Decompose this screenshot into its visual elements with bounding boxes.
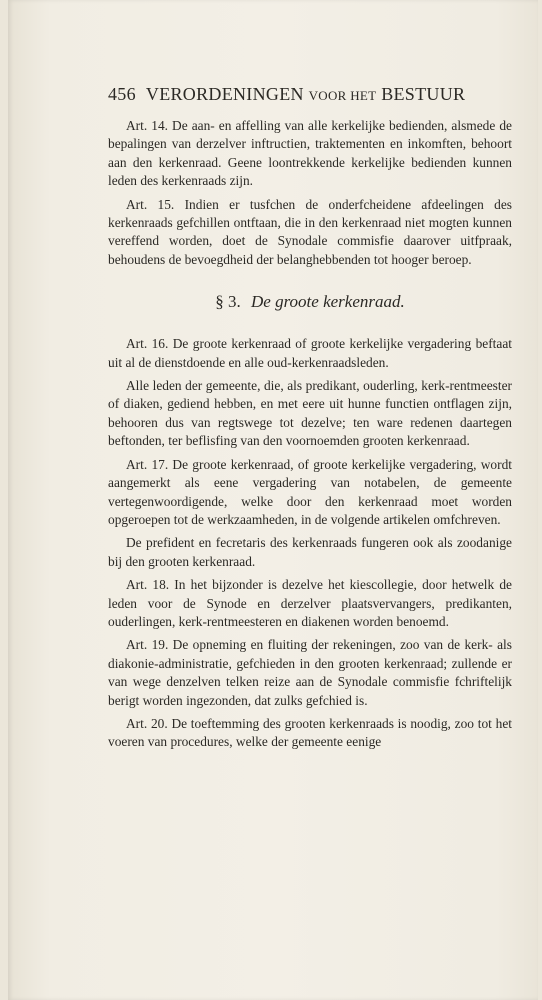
section-symbol: § 3.	[215, 292, 241, 312]
book-page	[8, 0, 538, 1000]
section-heading	[108, 293, 512, 313]
article-16-continued: Alle leden der gemeente, die, als predikant, ouderling, kerk-rentmeester of diaken, gediend hebben, en met eere uit hunne functien ontflagen zijn, behooren dus van regtswege tot dezelve; ten ware redenen daartegen beftonden, ter beflisfing van den voornoemden grooten kerkenraad.	[108, 378, 512, 449]
header-title-part2: VOOR HET	[308, 88, 377, 103]
section-title: De groote kerkenraad.	[251, 292, 405, 312]
article-17-continued: De prefident en fecretaris des kerkenraads fungeren ook als zoodanige bij den grooten kerkenraad.	[108, 535, 512, 569]
header-title-part3: BESTUUR	[381, 84, 466, 104]
article-19: Art. 19. De opneming en fluiting der rekeningen, zoo van de kerk- als diakonie-administratie, gefchieden in den grooten kerkenraad; zullende er van wege denzelven telken reize aan de Synodale commisfie fchriftelijk berigt worden ingezonden, dat zulks gefchied is.	[108, 637, 512, 708]
page-number: 456	[108, 84, 136, 104]
article-16: Art. 16. De groote kerkenraad of groote kerkelijke vergadering beftaat uit al de dienstdoende en alle oud-kerkenraadsleden.	[108, 336, 512, 370]
article-17: Art. 17. De groote kerkenraad, of groote kerkelijke vergadering, wordt aangemerkt als eene vergadering van notabelen, de gemeente vertegenwoordigende, welke door den kerkenraad moet worden opgeroepen tot de werkzaamheden, in de volgende artikelen omfchreven.	[108, 456, 512, 527]
text-block	[108, 85, 512, 757]
running-header	[108, 85, 512, 109]
header-title-part1: VERORDENINGEN	[145, 84, 304, 104]
article-14: Art. 14. De aan- en affelling van alle kerkelijke bedienden, alsmede de bepalingen van derzelver inftructien, traktementen en inkomften, behoort aan den kerkenraad. Geene loontrekkende kerkelijke bedienden kunnen leden des kerkenraads zijn.	[108, 118, 512, 189]
article-15: Art. 15. Indien er tusfchen de onderfcheidene afdeelingen des kerkenraads gefchillen ontftaan, die in den kerkenraad niet mogten kunnen vereffend worden, doet de Synodale commisfie daarover uitfpraak, behoudens de bevoegdheid der belanghebbenden tot hooger beroep.	[108, 196, 512, 267]
article-18: Art. 18. In het bijzonder is dezelve het kiescollegie, door hetwelk de leden voor de Synode en derzelver plaatsvervangers, predikanten, ouderlingen, kerk-rentmeesteren en diakenen worden benoemd.	[108, 577, 512, 629]
article-20: Art. 20. De toeftemming des grooten kerkenraads is noodig, zoo tot het voeren van procedures, welke der gemeente eenige	[108, 715, 512, 750]
